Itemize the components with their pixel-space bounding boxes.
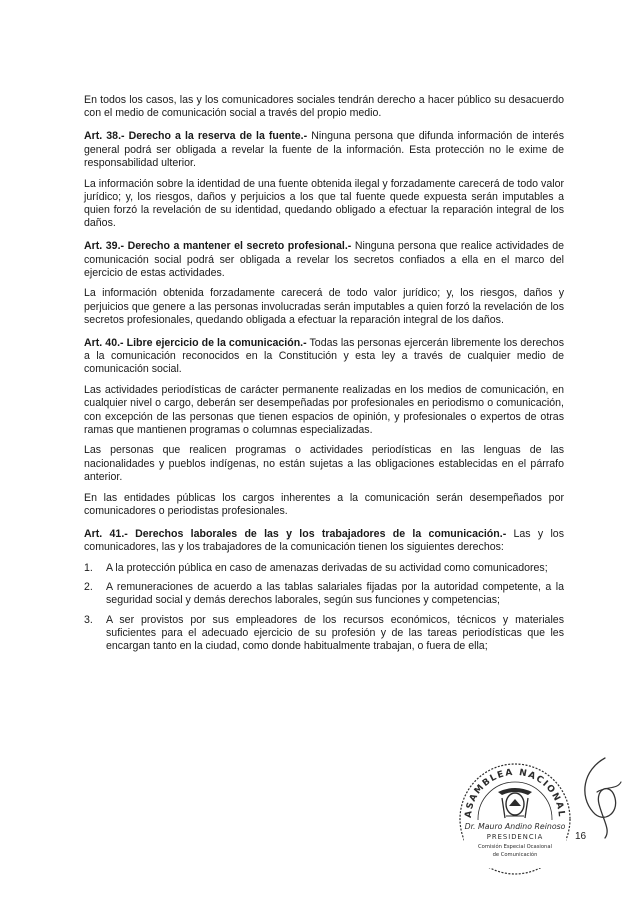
article-text: Las y los comunicadores, las y los trabajadores de la comunicación tienen los siguientes derechos:: [84, 527, 564, 554]
list-item: [84, 562, 564, 575]
list-number: 1.: [84, 561, 93, 574]
list-item: [84, 614, 564, 654]
article-40: [84, 337, 564, 377]
seal-line-2: de Comunicación: [492, 852, 538, 858]
article-39: [84, 240, 564, 280]
list-item: [84, 581, 564, 607]
signature: [575, 752, 627, 840]
coat-of-arms-icon: [498, 788, 532, 818]
page-number: 16: [575, 831, 587, 842]
article-title: Art. 41.- Derechos laborales de las y los trabajadores de la comunicación.-: [84, 527, 507, 540]
article-title: Art. 40.- Libre ejercicio de la comunicación.-: [84, 337, 307, 350]
list-number: 2.: [84, 581, 93, 594]
list-number: 3.: [84, 613, 93, 626]
list-text: A la protección pública en caso de amenazas derivadas de su actividad como comunicadores;: [106, 561, 548, 574]
paragraph: En las entidades públicas los cargos inherentes a la comunicación serán desempeñados por comunicadores o periodistas profesionales.: [84, 491, 564, 517]
paragraph: Las actividades periodísticas de carácter permanente realizadas en los medios de comunicación, en cualquier nivel o cargo, deberán ser desempeñadas por profesionales en periodismo o comunicación, con excepción de las personas que tienen espacios de opinión, y profesionales o expertos de otras ramas que mantienen programas o columnas especializadas.: [84, 384, 564, 436]
paragraph: En todos los casos, las y los comunicadores sociales tendrán derecho a hacer público su desacuerdo con el medio de comunicación social a través del propio medio.: [84, 94, 564, 120]
paragraph: La información obtenida forzadamente carecerá de todo valor jurídico; y, los riesgos, daños y perjuicios que genere a las personas involucradas serán imputables a quien forzó la revelación de los secretos profesionales, quedando obligada a efectuar la reparación integral de los daños.: [84, 287, 564, 326]
article-title: Art. 38.- Derecho a la reserva de la fuente.-: [84, 130, 308, 143]
seal-ring-text: ASAMBLEA NACIONAL: [463, 767, 567, 819]
seal-name: Dr. Mauro Andino Reinoso: [464, 822, 566, 831]
seal-office: PRESIDENCIA: [486, 833, 544, 841]
rights-list: [84, 562, 564, 653]
list-text: A ser provistos por sus empleadores de los recursos económicos, técnicos y materiales suficientes para el adecuado ejercicio de su profesión y de las tareas periodísticas que les encargan tanto en la ciudad, como donde habitualmente trabajan, o fuera de ella;: [106, 613, 564, 652]
article-text: Ninguna persona que difunda información de interés general podrá ser obligada a revelar la fuente de la información. Esta protección no le exime de responsabilidad ulterior.: [84, 130, 564, 169]
article-text: Todas las personas ejercerán libremente los derechos a la comunicación reconocidos en la Constitución y esta ley a través de cualquier medio de comunicación social.: [84, 337, 564, 376]
article-38: [84, 130, 564, 170]
list-text: A remuneraciones de acuerdo a las tablas salariales fijadas por la autoridad competente, a la seguridad social y demás derechos laborales, según sus funciones y competencias;: [106, 581, 564, 607]
article-text: Ninguna persona que realice actividades de comunicación social podrá ser obligada a revelar los secretos confiados a ella en el marco del ejercicio de estas actividades.: [84, 240, 564, 279]
paragraph: La información sobre la identidad de una fuente obtenida ilegal y forzadamente carecerá de todo valor jurídico; y, los riesgos, daños y perjuicios a los que tal fuente quede expuesta serán imputables a quien forzó la revelación de su identidad, quedando obligado a efectuar la reparación integral de los daños.: [84, 177, 564, 230]
asamblea-nacional-seal: [458, 762, 572, 876]
paragraph: Las personas que realicen programas o actividades periodísticas en las lenguas de las nacionalidades y pueblos indígenas, no están sujetas a las obligaciones establecidas en el párrafo anterior.: [84, 444, 564, 483]
document-body: [84, 94, 564, 659]
article-title: Art. 39.- Derecho a mantener el secreto profesional.-: [84, 240, 352, 253]
article-41: [84, 528, 564, 554]
seal-line-1: Comisión Especial Ocasional: [478, 844, 552, 850]
